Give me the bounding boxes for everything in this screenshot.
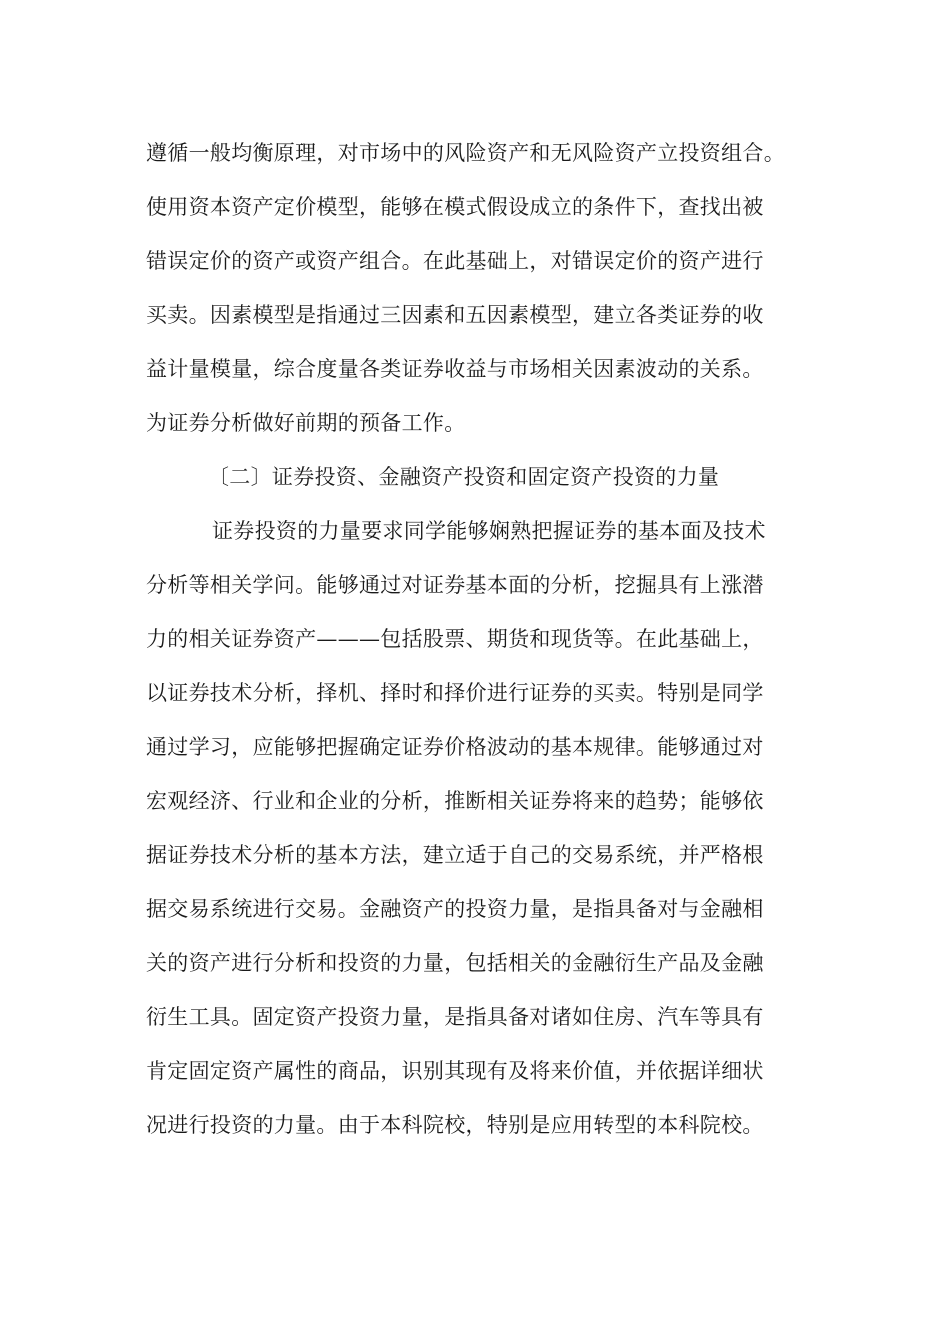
paragraph-line: 关的资产进行分析和投资的力量，包括相关的金融衍生产品及金融 [146,951,764,975]
paragraph-line: 使用资本资产定价模型，能够在模式假设成立的条件下，查找出被 [146,195,764,219]
body-text [146,132,826,1158]
paragraph-line: 买卖。因素模型是指通过三因素和五因素模型，建立各类证券的收 [146,303,764,327]
paragraph-line: 为证券分析做好前期的预备工作。 [146,411,466,435]
paragraph-line: 通过学习，应能够把握确定证券价格波动的基本规律。能够通过对 [146,735,764,759]
paragraph-line: 遵循一般均衡原理，对市场中的风险资产和无风险资产立投资组合。 [146,141,785,165]
paragraph-line: 据交易系统进行交易。金融资产的投资力量，是指具备对与金融相 [146,897,764,921]
paragraph-line: 况进行投资的力量。由于本科院校，特别是应用转型的本科院校。 [146,1113,764,1137]
paragraph-line: 宏观经济、行业和企业的分析，推断相关证券将来的趋势；能够依 [146,789,764,813]
paragraph-line: 肯定固定资产属性的商品，识别其现有及将来价值，并依据详细状 [146,1059,764,1083]
paragraph-line: 力的相关证券资产———包括股票、期货和现货等。在此基础上， [146,627,764,651]
paragraph-line: 分析等相关学问。能够通过对证券基本面的分析，挖掘具有上涨潜 [146,573,764,597]
paragraph-line: 据证券技术分析的基本方法，建立适于自己的交易系统，并严格根 [146,843,764,867]
paragraph-line: 益计量模量，综合度量各类证券收益与市场相关因素波动的关系。 [146,357,764,381]
paragraph-line: 以证券技术分析，择机、择时和择价进行证券的买卖。特别是同学 [146,681,764,705]
paragraph-line: 衍生工具。固定资产投资力量，是指具备对诸如住房、汽车等具有 [146,1005,764,1029]
paragraph-first-line: 证券投资的力量要求同学能够娴熟把握证券的基本面及技术 [212,519,766,543]
section-heading: 〔二〕证券投资、金融资产投资和固定资产投资的力量 [208,465,720,489]
paragraph-line: 错误定价的资产或资产组合。在此基础上，对错误定价的资产进行 [146,249,764,273]
